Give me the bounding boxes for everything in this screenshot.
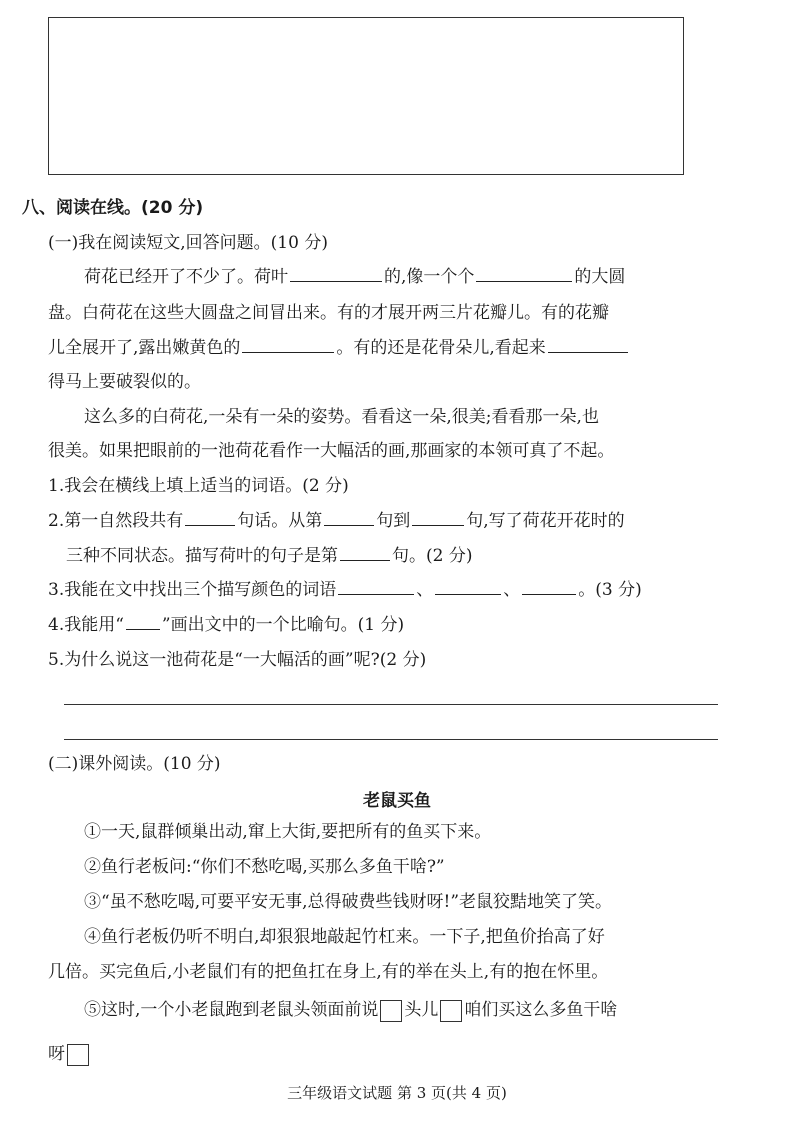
passage-line: 很美。如果把眼前的一池荷花看作一大幅活的画,那画家的本领可真了不起。 (48, 441, 615, 461)
story-line: ④鱼行老板仍听不明白,却狠狠地敲起竹杠来。一下子,把鱼价抬高了好 (84, 927, 605, 947)
question-3 (48, 578, 642, 602)
punctuation-box[interactable] (380, 1000, 402, 1022)
question-text: 句。(2 分) (392, 546, 473, 566)
underline-sample (126, 613, 160, 630)
question-text: 句话。从第 (237, 511, 323, 531)
question-5: 5.为什么说这一池荷花是“一大幅活的画”呢?(2 分) (48, 650, 427, 670)
story-line: ①一天,鼠群倾巢出动,窜上大街,要把所有的鱼买下来。 (84, 822, 492, 842)
section-heading: 八、阅读在线。(20 分) (22, 198, 204, 218)
fill-blank[interactable] (324, 509, 374, 526)
part1-heading: (一)我在阅读短文,回答问题。(10 分) (48, 233, 328, 253)
fill-blank[interactable] (290, 265, 382, 282)
page-footer: 三年级语文试题 第 3 页(共 4 页) (287, 1084, 507, 1102)
question-2-cont (66, 544, 472, 568)
punctuation-box[interactable] (440, 1000, 462, 1022)
question-text: 。(3 分) (578, 580, 642, 600)
story-text: 咱们买这么多鱼干啥 (464, 1000, 618, 1020)
passage-line (84, 265, 625, 289)
fill-blank[interactable] (340, 544, 390, 561)
question-text: 句到 (376, 511, 411, 531)
question-2 (48, 509, 625, 533)
passage-line: 这么多的白荷花,一朵有一朵的姿势。看看这一朵,很美;看看那一朵,也 (84, 407, 599, 427)
story-line: ③“虽不愁吃喝,可要平安无事,总得破费些钱财呀!”老鼠狡黠地笑了笑。 (84, 892, 613, 912)
passage-text: 荷花已经开了不少了。荷叶 (84, 267, 288, 287)
passage-text: 的,像一个个 (384, 267, 475, 287)
story-line: 几倍。买完鱼后,小老鼠们有的把鱼扛在身上,有的举在头上,有的抱在怀里。 (48, 962, 609, 982)
story-text: 呀 (48, 1044, 65, 1064)
question-text: 、 (503, 580, 521, 600)
story-title: 老鼠买鱼 (363, 791, 431, 811)
question-text: ”画出文中的一个比喻句。(1 分) (161, 615, 405, 635)
fill-blank[interactable] (476, 265, 572, 282)
question-text: 、 (416, 580, 434, 600)
story-text: ⑤这时,一个小老鼠跑到老鼠头领面前说 (84, 1000, 379, 1020)
passage-text: 的大圆 (574, 267, 626, 287)
fill-blank[interactable] (185, 509, 235, 526)
fill-blank[interactable] (522, 578, 576, 595)
fill-blank[interactable] (242, 336, 334, 353)
answer-box[interactable] (48, 17, 684, 175)
fill-blank[interactable] (338, 578, 414, 595)
passage-text: 儿全展开了,露出嫩黄色的 (48, 338, 241, 358)
passage-line: 盘。白荷花在这些大圆盘之间冒出来。有的才展开两三片花瓣儿。有的花瓣 (48, 303, 609, 323)
story-line: ②鱼行老板问:“你们不愁吃喝,买那么多鱼干啥?” (84, 857, 445, 877)
punctuation-box[interactable] (67, 1044, 89, 1066)
part2-heading: (二)课外阅读。(10 分) (48, 754, 221, 774)
question-text: 3.我能在文中找出三个描写颜色的词语 (48, 580, 337, 600)
story-text: 头儿 (404, 1000, 439, 1020)
answer-line[interactable] (64, 704, 718, 705)
story-line (48, 1042, 91, 1066)
question-text: 2.第一自然段共有 (48, 511, 184, 531)
question-text: 4.我能用“ (48, 615, 124, 635)
passage-text: 。有的还是花骨朵儿,看起来 (336, 338, 546, 358)
question-4 (48, 613, 404, 637)
passage-line: 得马上要破裂似的。 (48, 372, 201, 392)
fill-blank[interactable] (548, 336, 628, 353)
passage-line (48, 336, 630, 360)
question-1: 1.我会在横线上填上适当的词语。(2 分) (48, 476, 349, 496)
question-text: 三种不同状态。描写荷叶的句子是第 (66, 546, 338, 566)
fill-blank[interactable] (435, 578, 501, 595)
fill-blank[interactable] (412, 509, 464, 526)
answer-line[interactable] (64, 739, 718, 740)
story-line (84, 998, 617, 1022)
question-text: 句,写了荷花开花时的 (466, 511, 625, 531)
